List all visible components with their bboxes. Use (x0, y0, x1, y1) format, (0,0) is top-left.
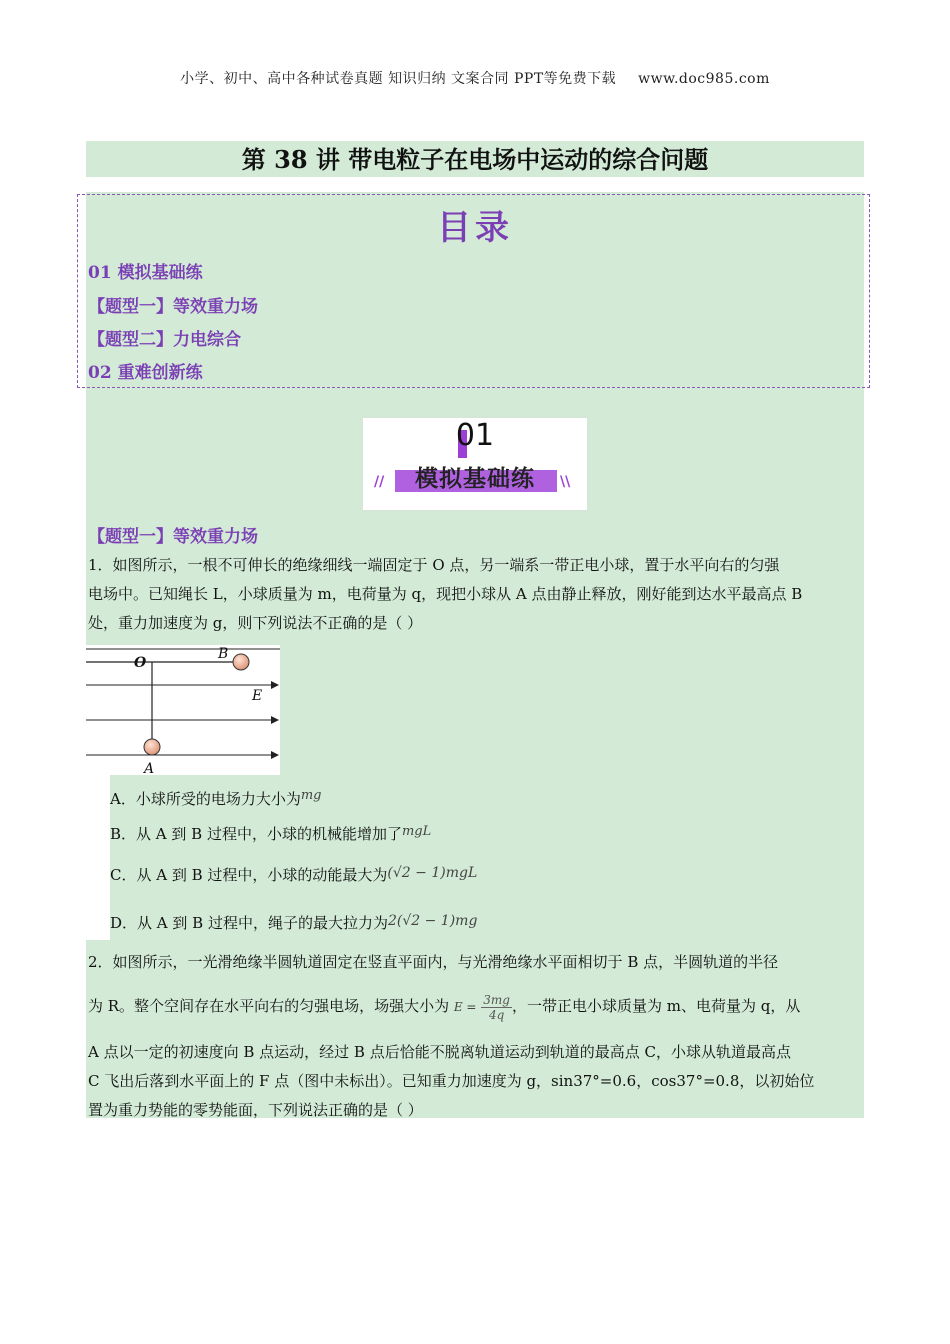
q2-line5: 置为重力势能的零势能面，下列说法正确的是（ ） (88, 1101, 423, 1119)
banner-slash-right-icon: \\ (560, 474, 571, 490)
q2-line3: A 点以一定的初速度向 B 点运动，经过 B 点后恰能不脱离轨道运动到轨道的最高点 C，小球从轨道最高点 (88, 1043, 791, 1061)
banner-number: 01 (455, 418, 495, 453)
banner-label: 模拟基础练 (415, 466, 535, 492)
q1-option-a[interactable] (110, 788, 322, 809)
site-header (0, 68, 950, 88)
q2-line2-post: ，一带正电小球质量为 m、电荷量为 q，从 (511, 997, 801, 1015)
toc-item-type2[interactable]: 【题型二】力电综合 (88, 330, 241, 350)
label-a: A (144, 761, 155, 775)
page-title: 第 38 讲 带电粒子在电场中运动的综合问题 (86, 141, 864, 177)
option-c-text: C．从 A 到 B 过程中，小球的动能最大为 (110, 866, 388, 884)
panel-gap (86, 775, 110, 940)
option-a-math: mg (300, 788, 322, 803)
site-url[interactable]: www.doc985.com (638, 71, 770, 87)
q2-line1: 2．如图所示，一光滑绝缘半圆轨道固定在竖直平面内，与光滑绝缘水平面相切于 B 点，半圆轨道的半径 (88, 953, 779, 971)
option-d-math: 2(√2 − 1)mg (387, 913, 478, 929)
option-d-text: D．从 A 到 B 过程中，绳子的最大拉力为 (110, 914, 388, 932)
toc-item-basic[interactable]: 01 模拟基础练 (88, 263, 203, 283)
toc-heading: 目录 (437, 208, 513, 248)
q2-formula-fraction (481, 993, 512, 1022)
toc-item-advanced[interactable]: 02 重难创新练 (88, 363, 203, 383)
section-heading: 【题型一】等效重力场 (88, 527, 258, 547)
site-header-text: 小学、初中、高中各种试卷真题 知识归纳 文案合同 PPT等免费下载 (180, 71, 617, 87)
q1-option-c[interactable] (110, 864, 477, 885)
ball-b (233, 654, 249, 670)
q2-line2 (88, 984, 864, 1029)
option-b-text: B．从 A 到 B 过程中，小球的机械能增加了 (110, 825, 402, 843)
q2-formula-lhs: E = (453, 1000, 477, 1014)
label-o: O (134, 655, 147, 671)
label-e: E (252, 688, 263, 704)
q2-line4: C 飞出后落到水平面上的 F 点（图中未标出）。已知重力加速度为 g，sin37°=0.6，cos37°=0.8，以初始位 (88, 1072, 815, 1090)
option-a-text: A．小球所受的电场力大小为 (110, 790, 301, 808)
label-b: B (218, 646, 229, 662)
q1-line2: 电场中。已知绳长 L，小球质量为 m，电荷量为 q，现把小球从 A 点由静止释放，刚好能到达水平最高点 B (88, 585, 803, 603)
field-diagram-svg (86, 645, 280, 775)
option-b-math: mgL (401, 824, 432, 839)
option-c-math: (√2 − 1)mgL (387, 865, 478, 881)
q1-option-d[interactable] (110, 912, 477, 933)
q1-line1: 1．如图所示，一根不可伸长的绝缘细线一端固定于 O 点，另一端系一带正电小球，置于水平向右的匀强 (88, 556, 780, 574)
ball-a (144, 739, 160, 755)
q1-option-b[interactable] (110, 823, 431, 844)
q2-line2-pre: 为 R。整个空间存在水平向右的匀强电场，场强大小为 (88, 997, 450, 1015)
banner-slash-left-icon: // (374, 474, 385, 490)
toc-item-type1[interactable]: 【题型一】等效重力场 (88, 297, 258, 317)
q1-line3: 处，重力加速度为 g，则下列说法不正确的是（ ） (88, 614, 423, 632)
q2-formula-den: 4q (488, 1007, 505, 1022)
q1-diagram (86, 645, 280, 775)
q2-formula-num: 3mg (483, 992, 510, 1007)
